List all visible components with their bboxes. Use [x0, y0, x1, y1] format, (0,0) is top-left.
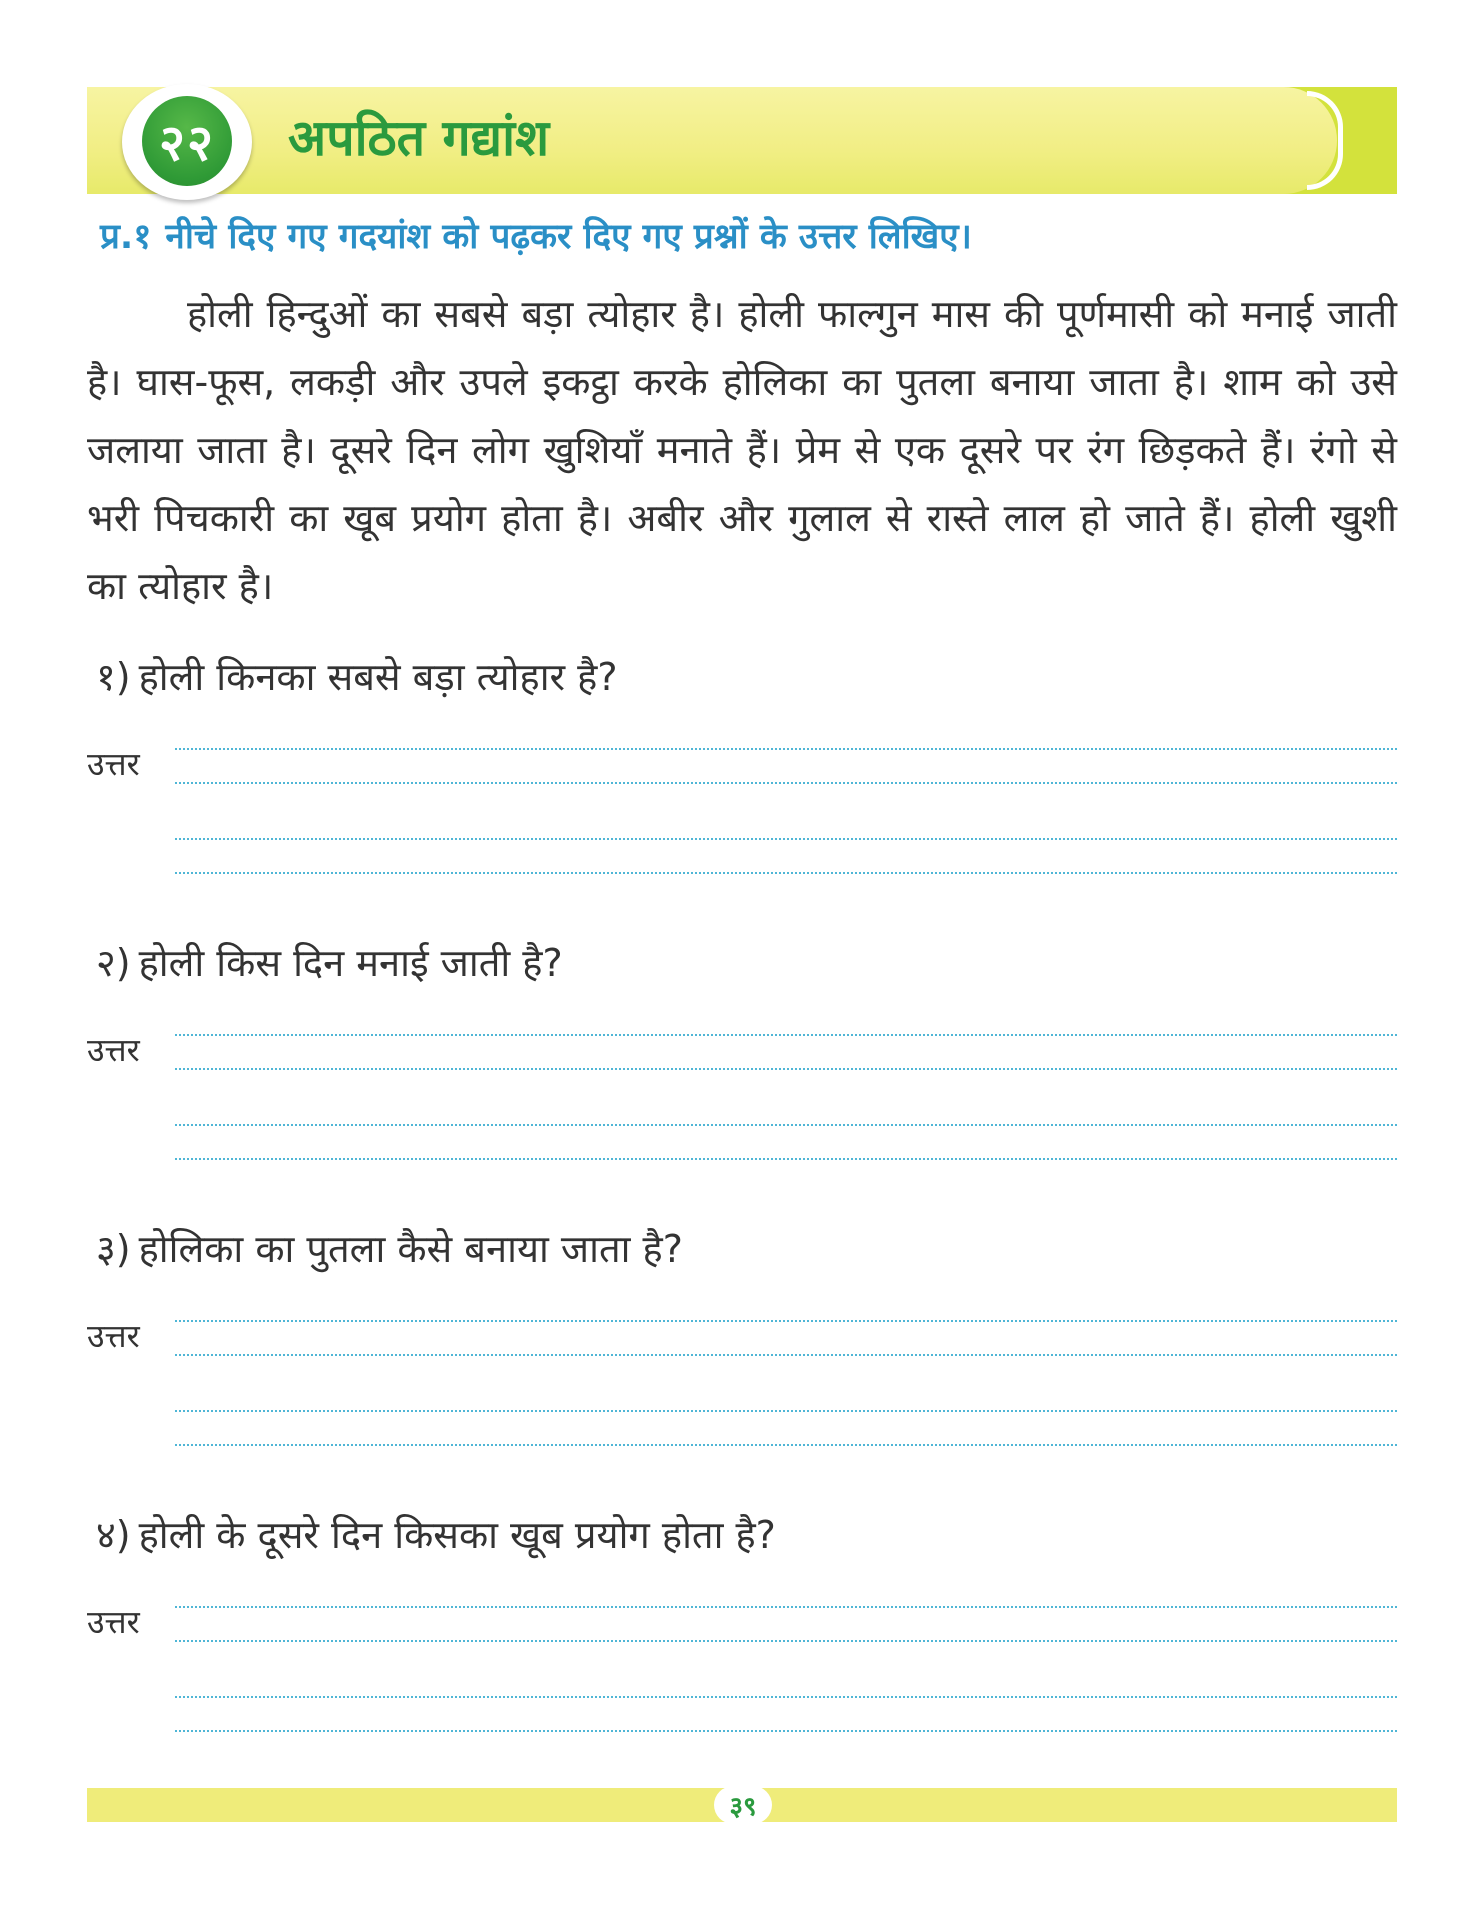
question-text: होली किस दिन मनाई जाती है?: [138, 941, 563, 985]
instruction-label: प्र.१: [100, 217, 152, 257]
answer-line[interactable]: [175, 1034, 1397, 1036]
question-number: ३): [96, 1227, 131, 1271]
answer-line[interactable]: [175, 1696, 1397, 1698]
answer-line[interactable]: [175, 1354, 1397, 1356]
question-1: [96, 650, 618, 702]
question-text: होली किनका सबसे बड़ा त्योहार है?: [138, 655, 618, 699]
answer-line[interactable]: [175, 1068, 1397, 1070]
answer-line[interactable]: [175, 1640, 1397, 1642]
question-4: [96, 1508, 776, 1560]
question-text: होली के दूसरे दिन किसका खूब प्रयोग होता है?: [138, 1513, 776, 1557]
answer-label: उत्तर: [87, 1031, 140, 1069]
answer-line[interactable]: [175, 748, 1397, 750]
answer-label: उत्तर: [87, 1317, 140, 1355]
answer-line[interactable]: [175, 1320, 1397, 1322]
chapter-number-badge: २२: [142, 96, 232, 186]
reading-passage: होली हिन्दुओं का सबसे बड़ा त्योहार है। होली फाल्गुन मास की पूर्णमासी को मनाई जाती है। घास-फूस, लकड़ी और उपले इकट्ठा करके होलिका का पुतला बनाया जाता है। शाम को उसे जलाया जाता है। दूसरे दिन लोग खुशियाँ मनाते हैं। प्रेम से एक दूसरे पर रंग छिड़कते हैं। रंगो से भरी पिचकारी का खूब प्रयोग होता है। अबीर और गुलाल से रास्ते लाल हो जाते हैं। होली खुशी का त्योहार है।: [87, 292, 1397, 608]
answer-line[interactable]: [175, 1606, 1397, 1608]
question-3: [96, 1222, 683, 1274]
answer-label: उत्तर: [87, 1603, 140, 1641]
question-number: २): [96, 941, 131, 985]
answer-line[interactable]: [175, 1158, 1397, 1160]
instruction-text: नीचे दिए गए गदयांश को पढ़कर दिए गए प्रश्नों के उत्तर लिखिए।: [165, 217, 972, 257]
question-number: १): [96, 655, 131, 699]
instruction: [100, 212, 972, 259]
answer-line[interactable]: [175, 872, 1397, 874]
answer-label: उत्तर: [87, 745, 140, 783]
header-banner: [87, 87, 1337, 194]
chapter-title: अपठित गद्यांश: [288, 109, 550, 167]
question-number: ४): [96, 1513, 131, 1557]
answer-line[interactable]: [175, 782, 1397, 784]
question-2: [96, 936, 563, 988]
question-text: होलिका का पुतला कैसे बनाया जाता है?: [138, 1227, 683, 1271]
page-number: ३९: [714, 1786, 772, 1824]
answer-line[interactable]: [175, 1124, 1397, 1126]
answer-line[interactable]: [175, 1444, 1397, 1446]
answer-line[interactable]: [175, 838, 1397, 840]
answer-line[interactable]: [175, 1410, 1397, 1412]
answer-line[interactable]: [175, 1730, 1397, 1732]
